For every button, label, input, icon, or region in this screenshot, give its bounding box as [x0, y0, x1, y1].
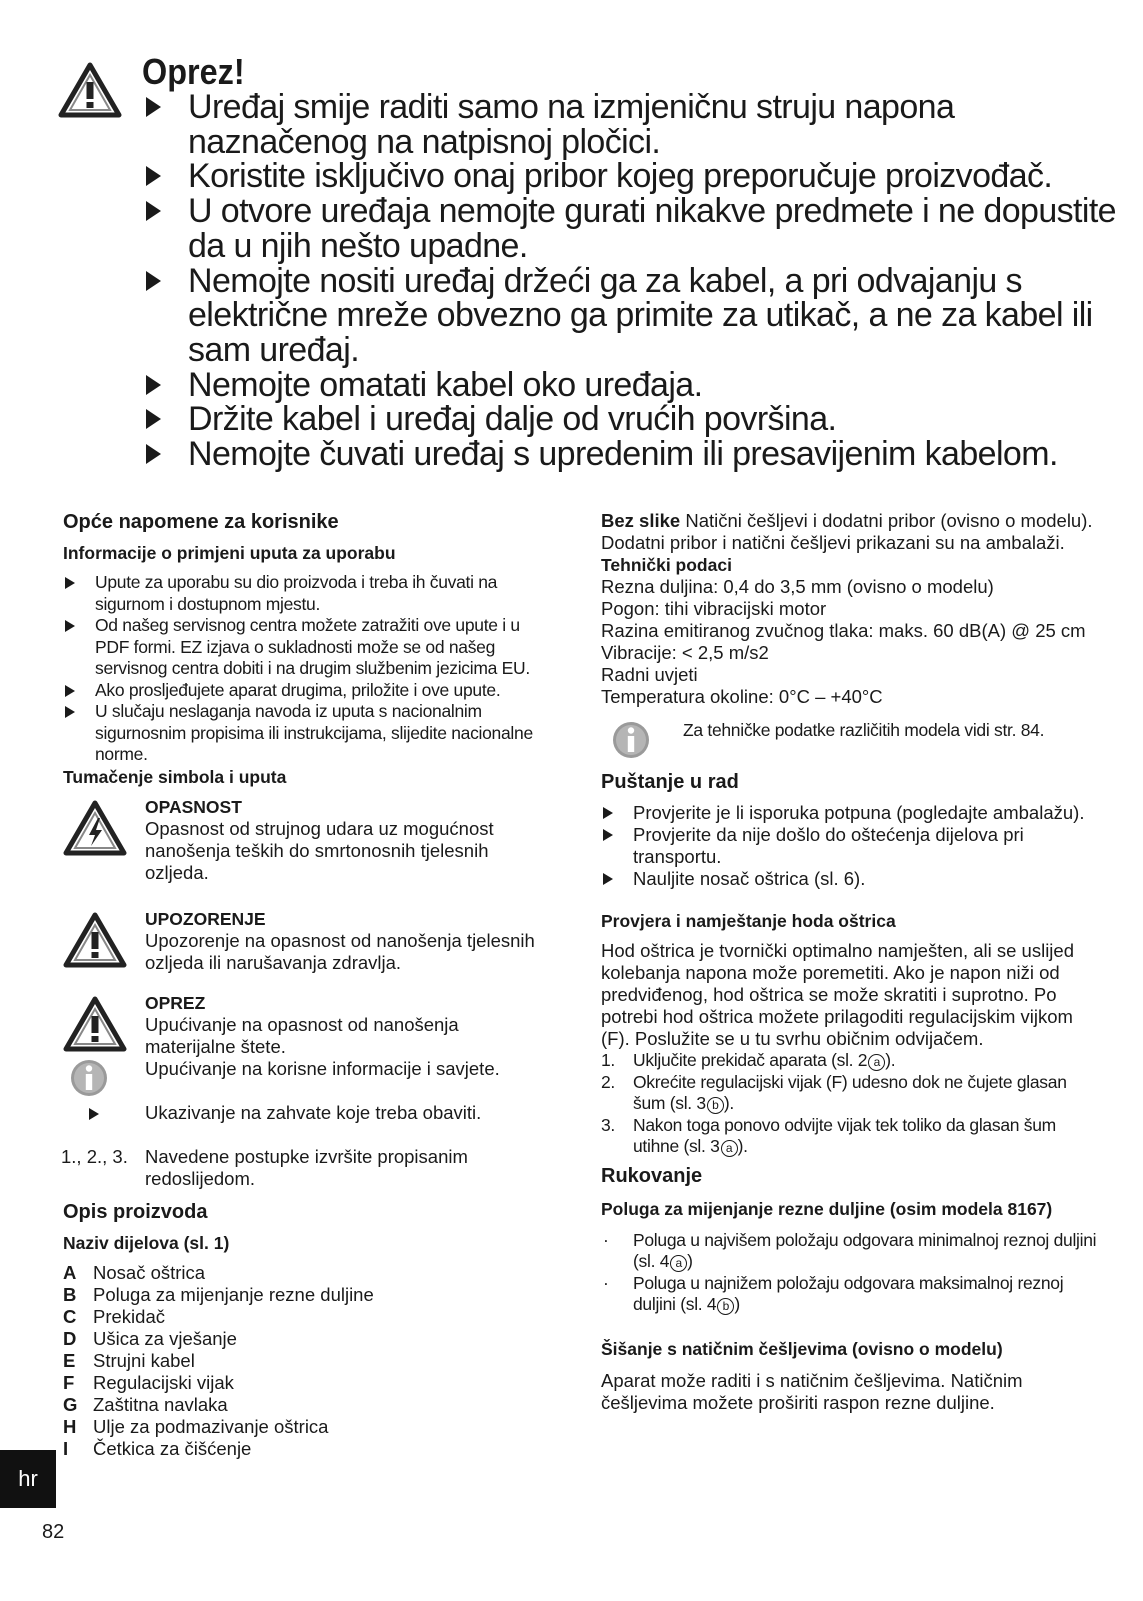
list-item: Nemojte nositi uređaj držeći ga za kabel, a pri odvajanju s električne mreže obvezno ga primite za utikač, a ne za kabel ili sam uređaj.: [142, 264, 1142, 368]
steps-list: [601, 1050, 1101, 1158]
parts-list: [63, 1262, 553, 1460]
info-icon: [69, 1058, 109, 1098]
sequence-label: 1., 2., 3.: [61, 1145, 128, 1167]
callout-circle: a: [868, 1054, 885, 1071]
tech-note: Za tehničke podatke različitih modela vidi str. 84.: [683, 720, 1045, 740]
caution-row-text: Upućivanje na opasnost od nanošenja materijalne štete.: [145, 1013, 459, 1057]
bullet-arrow-icon: [146, 409, 161, 429]
callout-circle: b: [717, 1298, 734, 1315]
caution-row-title: OPREZ: [145, 992, 206, 1013]
comb-text: Aparat može raditi i s natičnim češljevima. Natičnim češljevima možete proširiti raspon rezne duljine.: [601, 1369, 1023, 1413]
list-item: U slučaju neslaganja navoda iz uputa s nacionalnim sigurnosnim propisima ili instrukcijama, slijedite nacionalne norme.: [63, 701, 553, 766]
warning-icon: [63, 996, 127, 1052]
info-icon: [611, 720, 651, 760]
callout-circle: b: [707, 1097, 724, 1114]
action-text: Ukazivanje na zahvate koje treba obaviti.: [145, 1101, 482, 1123]
caution-title: Oprez!: [142, 51, 245, 92]
danger-title: OPASNOST: [145, 796, 242, 817]
tech-heading: Tehnički podaci: [601, 555, 732, 575]
list-item: Upute za uporabu su dio proizvoda i treba ih čuvati na sigurnom i dostupnom mjestu.: [63, 572, 553, 615]
sequence-row: [63, 1146, 553, 1190]
handling-heading: Rukovanje: [601, 1164, 703, 1187]
general-list: [63, 572, 553, 766]
list-item: 2. Okrećite regulacijski vijak (F) udesno dok ne čujete glasan šum (sl. 3 b ).: [601, 1071, 1067, 1113]
language-tab: hr: [0, 1450, 56, 1508]
tech-line: Vibracije: < 2,5 m/s2: [601, 642, 769, 663]
info-row: [63, 1058, 553, 1102]
callout-circle: a: [670, 1255, 687, 1272]
warning-text: Upozorenje na opasnost od nanošenja tjelesnih ozljeda ili narušavanja zdravlja.: [145, 929, 535, 973]
comb-heading: Šišanje s natičnim češljevima (ovisno o modelu): [601, 1338, 1003, 1359]
bullet-arrow-icon: [146, 201, 161, 221]
stroke-text: Hod oštrica je tvornički optimalno namješten, ali se uslijed kolebanja napona može poremetiti. Ako je napon niži od predviđenog, hod oštrica se može skratiti i suprotno. Po potrebi hod oštrica možete prilagoditi regulacijskim vijkom (F). Poslužite se u tu svrhu običnim odvijačem.: [601, 940, 1074, 1049]
list-item: Provjerite je li isporuka potpuna (pogledajte ambalažu).: [601, 802, 1101, 824]
bullet-arrow-icon: [65, 706, 75, 718]
list-item: Koristite isključivo onaj pribor kojeg preporučuje proizvođač.: [142, 159, 1142, 194]
bullet-arrow-icon: [603, 829, 613, 841]
list-item: Ako prosljeđujete aparat drugima, priložite i ove upute.: [63, 680, 553, 702]
bullet-arrow-icon: [146, 444, 161, 464]
right-column: [601, 510, 1101, 1414]
danger-text: Opasnost od strujnog udara uz mogućnost nanošenja teških do smrtonosnih tjelesnih ozljeda.: [145, 817, 494, 883]
warning-icon: [63, 912, 127, 968]
list-item: Držite kabel i uređaj dalje od vrućih površina.: [142, 402, 1142, 437]
caution-list: [142, 90, 1142, 472]
list-item: U otvore uređaja nemojte gurati nikakve predmete i ne dopustite da u njih nešto upadne.: [142, 194, 1142, 263]
bullet-arrow-icon: [65, 620, 75, 632]
lever-list: [601, 1230, 1101, 1316]
no-picture-paragraph: Bez slike Natični češljevi i dodatni pribor (ovisno o modelu). Dodatni pribor i natični češljevi prikazani su na ambalaži.: [601, 510, 1093, 553]
action-row: [63, 1102, 553, 1146]
no-picture-label: Bez slike: [601, 510, 681, 531]
symbols-heading: Tumačenje simbola i uputa: [63, 766, 287, 787]
bullet-arrow-icon: [603, 873, 613, 885]
bullet-arrow-icon: [65, 685, 75, 697]
info-text: Upućivanje na korisne informacije i savjete.: [145, 1057, 500, 1079]
callout-circle: a: [721, 1140, 738, 1157]
list-item: G Zaštitna navlaka: [63, 1393, 228, 1415]
product-heading: Opis proizvoda: [63, 1200, 208, 1223]
tech-line: Temperatura okoline: 0°C – +40°C: [601, 686, 883, 707]
bullet-arrow-icon: [603, 807, 613, 819]
page-number: 82: [42, 1521, 65, 1543]
list-item: B Poluga za mijenjanje rezne duljine: [63, 1283, 374, 1305]
caution-row: [63, 992, 553, 1058]
general-subheading: Informacije o primjeni uputa za uporabu: [63, 543, 396, 563]
tech-line: Rezna duljina: 0,4 do 3,5 mm (ovisno o modelu): [601, 576, 994, 597]
warning-row: [63, 908, 553, 974]
danger-row: [63, 796, 553, 884]
startup-heading: Puštanje u rad: [601, 771, 739, 793]
general-heading: Opće napomene za korisnike: [63, 511, 339, 533]
list-item: F Regulacijski vijak: [63, 1371, 234, 1393]
warning-title: UPOZORENJE: [145, 908, 266, 929]
tech-lines: [601, 576, 1101, 708]
bullet-arrow-icon: [146, 375, 161, 395]
stroke-heading: Provjera i namještanje hoda oštrica: [601, 911, 896, 931]
bullet-arrow-icon: [146, 166, 161, 186]
bullet-arrow-icon: [146, 271, 161, 291]
list-item: A Nosač oštrica: [63, 1261, 206, 1283]
warning-icon: [58, 62, 122, 118]
bullet-arrow-icon: [89, 1108, 99, 1120]
list-item: E Strujni kabel: [63, 1349, 195, 1371]
list-item: Nemojte omatati kabel oko uređaja.: [142, 368, 1142, 403]
bullet-arrow-icon: [146, 97, 161, 117]
list-item: · Poluga u najvišem položaju odgovara minimalnoj reznoj duljini (sl. 4 a ): [603, 1229, 1097, 1271]
lever-heading: Poluga za mijenjanje rezne duljine (osim modela 8167): [601, 1198, 1053, 1219]
list-item: H Ulje za podmazivanje oštrica: [63, 1415, 329, 1437]
left-column: [63, 510, 553, 1460]
bullet-arrow-icon: [65, 577, 75, 589]
tech-line: Radni uvjeti: [601, 664, 698, 685]
list-item: · Poluga u najnižem položaju odgovara maksimalnoj reznoj duljini (sl. 4 b ): [603, 1272, 1064, 1314]
sequence-text: Navedene postupke izvršite propisanim redoslijedom.: [145, 1145, 468, 1189]
high-voltage-icon: [63, 800, 127, 856]
list-item: Nauljite nosač oštrica (sl. 6).: [601, 868, 1101, 890]
tech-note-row: [601, 720, 1101, 764]
list-item: Nemojte čuvati uređaj s upredenim ili presavijenim kabelom.: [142, 437, 1142, 472]
tech-line: Pogon: tihi vibracijski motor: [601, 598, 827, 619]
list-item: 3. Nakon toga ponovo odvijte vijak tek toliko da glasan šum utihne (sl. 3 a ).: [601, 1114, 1056, 1156]
list-item: Provjerite da nije došlo do oštećenja dijelova pri transportu.: [601, 824, 1101, 868]
product-subheading: Naziv dijelova (sl. 1): [63, 1232, 230, 1253]
list-item: D Ušica za vješanje: [63, 1327, 237, 1349]
list-item: Uređaj smije raditi samo na izmjeničnu struju napona naznačenog na natpisnoj pločici.: [142, 90, 1142, 159]
list-item: I Četkica za čišćenje: [63, 1437, 252, 1459]
list-item: Od našeg servisnog centra možete zatražiti ove upute i u PDF formi. EZ izjava o sukladnosti može se od našeg servisnog centra dobiti i na drugim službenim jezicima EU.: [63, 615, 553, 680]
startup-list: [601, 802, 1101, 890]
list-item: C Prekidač: [63, 1305, 165, 1327]
list-item: 1. Uključite prekidač aparata (sl. 2 a ).: [601, 1050, 896, 1070]
tech-line: Razina emitiranog zvučnog tlaka: maks. 60 dB(A) @ 25 cm: [601, 620, 1086, 641]
